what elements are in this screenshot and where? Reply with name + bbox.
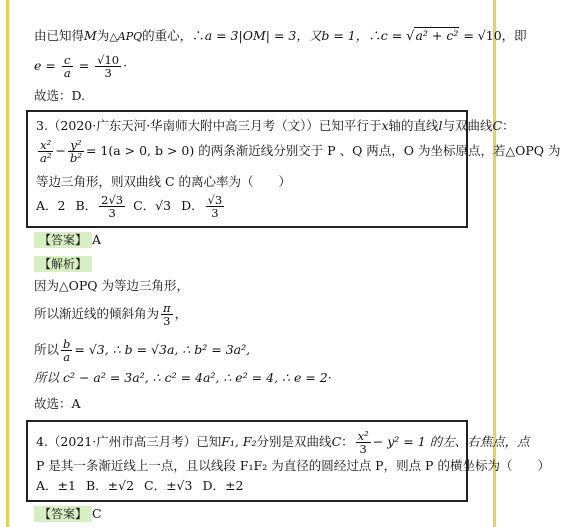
fraction: $\frac{c}{a}$ — [63, 53, 71, 81]
analysis-tag: 【解析】 — [34, 256, 92, 272]
answer-tag: 【答案】 — [34, 232, 92, 248]
q3-analysis-line-2: 所以渐近线的倾斜角为 $\frac{\pi}{3}$ ， — [34, 301, 188, 329]
fraction: $\frac{\text{x²}}{3}$ — [357, 429, 369, 457]
q4-option-c: C．±√3 — [144, 478, 193, 493]
answer-tag: 【答案】 — [34, 506, 92, 522]
fraction: $\frac{b}{a}$ — [63, 337, 71, 365]
answer-value: A — [92, 232, 102, 247]
q3-option-c: C．√3 — [133, 198, 172, 214]
q4-options — [36, 478, 243, 493]
q4-option-a: A．±1 — [36, 478, 76, 493]
question-4-box — [26, 420, 550, 502]
q3-conclusion: 故选：A — [34, 396, 81, 411]
q4-line-2: P 是其一条渐近线上一点，且以线段 F₁F₂ 为直径的圆经过点 P，则点 P 的横坐标为（ ） — [36, 458, 550, 473]
page-frame-left — [6, 0, 9, 527]
q3-line-3: 等边三角形，则双曲线 C 的离心率为（ ） — [36, 174, 292, 189]
prev-line-1: 由已知得M为△APQ的重心，∴a = 3|OM| = 3，又b = 1，∴c = √a² + c² = √10，即 — [34, 28, 527, 44]
q3-options — [36, 194, 226, 219]
prev-conclusion: 故选：D. — [34, 88, 86, 103]
q3-analysis-line-1: 因为△OPQ 为等边三角形， — [34, 278, 189, 293]
fraction: $\frac{\text{y²}}{\text{b²}}$ — [69, 138, 82, 166]
q3-analysis-line-4: 所以 c² − a² = 3a², ∴ c² = 4a², ∴ e² = 4, ∴ e = 2· — [34, 370, 332, 385]
q4-option-b: B．±√2 — [85, 478, 135, 493]
fraction: $\frac{√3}{3}$ — [207, 193, 223, 221]
fraction: $\frac{\pi}{3}$ — [163, 301, 171, 329]
fraction: $\frac{√10}{3}$ — [97, 53, 120, 81]
q3-answer — [34, 232, 101, 248]
q3-option-b: B． — [75, 198, 98, 214]
fraction: $\frac{2√3}{3}$ — [101, 193, 124, 221]
q4-option-d: D．±2 — [202, 478, 244, 493]
q4-answer — [34, 506, 102, 522]
q3-analysis-line-3: 所以 $\frac{b}{a}$ = √3, ∴ b = √3a, ∴ b² = 3a², — [34, 337, 251, 365]
question-3-box — [26, 110, 561, 228]
q3-line-2: $\frac{\text{x²}}{\text{a²}}$ − $\frac{\text{y²}}{\text{b²}}$ = 1(a > 0, b > 0) 的两条渐近线分别交于 P 、Q 两点，O 为坐标原点，若△OPQ 为 — [40, 138, 561, 166]
fraction: $\frac{\text{x²}}{\text{a²}}$ — [40, 138, 52, 166]
q3-option-d: D． — [181, 198, 204, 214]
q3-analysis-label — [34, 256, 92, 272]
q4-line-1: 4.（2021·广州市高三月考）已知F₁, F₂分别是双曲线C： $\frac{\text{x²}}{3}$ − y² = 1 的左、右焦点，点 — [36, 429, 530, 457]
q3-option-a: A．2 — [36, 198, 66, 214]
answer-value: C — [92, 506, 102, 521]
q3-line-1: 3.（2020·广东天河·华南师大附中高三月考（文））已知平行于x轴的直线l与双曲线C： — [36, 118, 515, 133]
prev-line-2: e = $\frac{c}{a}$ = $\frac{√10}{3}$ · — [34, 53, 128, 81]
